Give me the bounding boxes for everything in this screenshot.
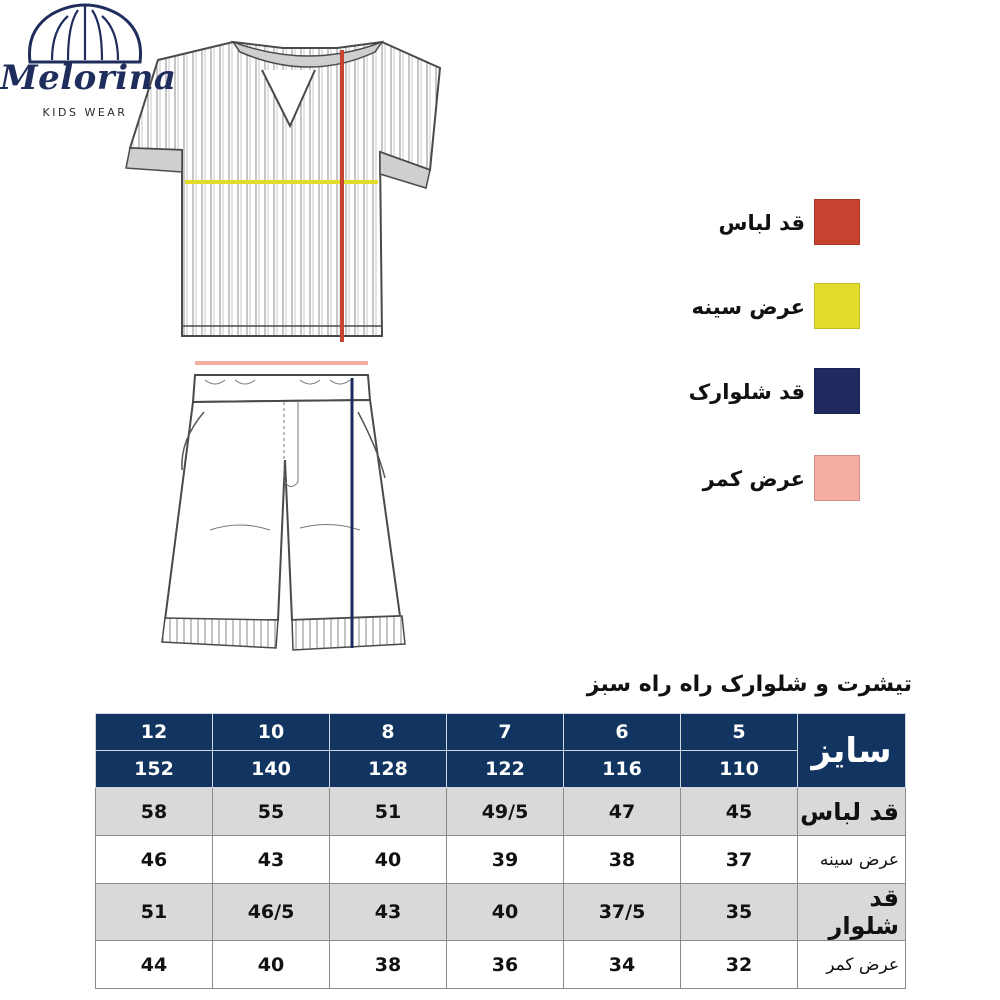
table-cell: 51 — [330, 788, 447, 836]
height-cell: 128 — [330, 751, 447, 788]
table-cell: 34 — [564, 941, 681, 989]
table-cell: 40 — [447, 884, 564, 941]
legend-swatch-red — [814, 199, 860, 245]
table-cell: 38 — [330, 941, 447, 989]
table-cell: 40 — [330, 836, 447, 884]
legend-item-chest-width — [640, 283, 860, 333]
size-cell: 6 — [564, 714, 681, 751]
table-cell: 39 — [447, 836, 564, 884]
table-cell: 51 — [96, 884, 213, 941]
table-cell: 46 — [96, 836, 213, 884]
row-label: قد لباس — [798, 788, 906, 836]
table-cell: 37/5 — [564, 884, 681, 941]
legend-label: عرض کمر — [702, 467, 805, 491]
legend-item-waist-width — [640, 455, 860, 505]
size-cell: 12 — [96, 714, 213, 751]
size-cell: 10 — [213, 714, 330, 751]
legend-swatch-pink — [814, 455, 860, 501]
size-cell: 7 — [447, 714, 564, 751]
table-cell: 40 — [213, 941, 330, 989]
table-cell: 36 — [447, 941, 564, 989]
table-cell: 46/5 — [213, 884, 330, 941]
row-label: قد شلوار — [798, 884, 906, 941]
height-cell: 152 — [96, 751, 213, 788]
table-cell: 32 — [681, 941, 798, 989]
height-cell: 122 — [447, 751, 564, 788]
legend-item-shorts-length — [640, 368, 860, 418]
table-cell: 43 — [213, 836, 330, 884]
size-header-label: سایز — [798, 714, 906, 788]
brand-name: Melorina — [0, 58, 177, 98]
table-cell: 58 — [96, 788, 213, 836]
brand-tagline: KIDS WEAR — [42, 106, 128, 119]
table-cell: 38 — [564, 836, 681, 884]
legend-swatch-navy — [814, 368, 860, 414]
table-cell: 35 — [681, 884, 798, 941]
height-cell: 140 — [213, 751, 330, 788]
table-cell: 47 — [564, 788, 681, 836]
height-row — [96, 751, 906, 788]
legend-label: عرض سینه — [691, 295, 805, 319]
table-row — [96, 941, 906, 989]
height-cell: 116 — [564, 751, 681, 788]
legend-label: قد لباس — [718, 211, 805, 235]
table-cell: 55 — [213, 788, 330, 836]
legend-item-dress-length — [640, 199, 860, 249]
table-cell: 44 — [96, 941, 213, 989]
legend-swatch-yellow — [814, 283, 860, 329]
row-label: عرض کمر — [798, 941, 906, 989]
shorts-drawing — [162, 375, 405, 650]
size-chart-table — [95, 713, 906, 989]
row-label: عرض سینه — [798, 836, 906, 884]
table-cell: 43 — [330, 884, 447, 941]
size-row — [96, 714, 906, 751]
table-row — [96, 884, 906, 941]
legend-label: قد شلوارک — [688, 380, 805, 404]
height-cell: 110 — [681, 751, 798, 788]
brand-logo — [0, 0, 177, 119]
table-row — [96, 836, 906, 884]
product-title: تیشرت و شلوارک راه راه سبز — [586, 672, 912, 697]
size-cell: 5 — [681, 714, 798, 751]
table-row — [96, 788, 906, 836]
garment-illustration — [120, 30, 540, 660]
table-cell: 37 — [681, 836, 798, 884]
size-cell: 8 — [330, 714, 447, 751]
table-cell: 45 — [681, 788, 798, 836]
table-cell: 49/5 — [447, 788, 564, 836]
